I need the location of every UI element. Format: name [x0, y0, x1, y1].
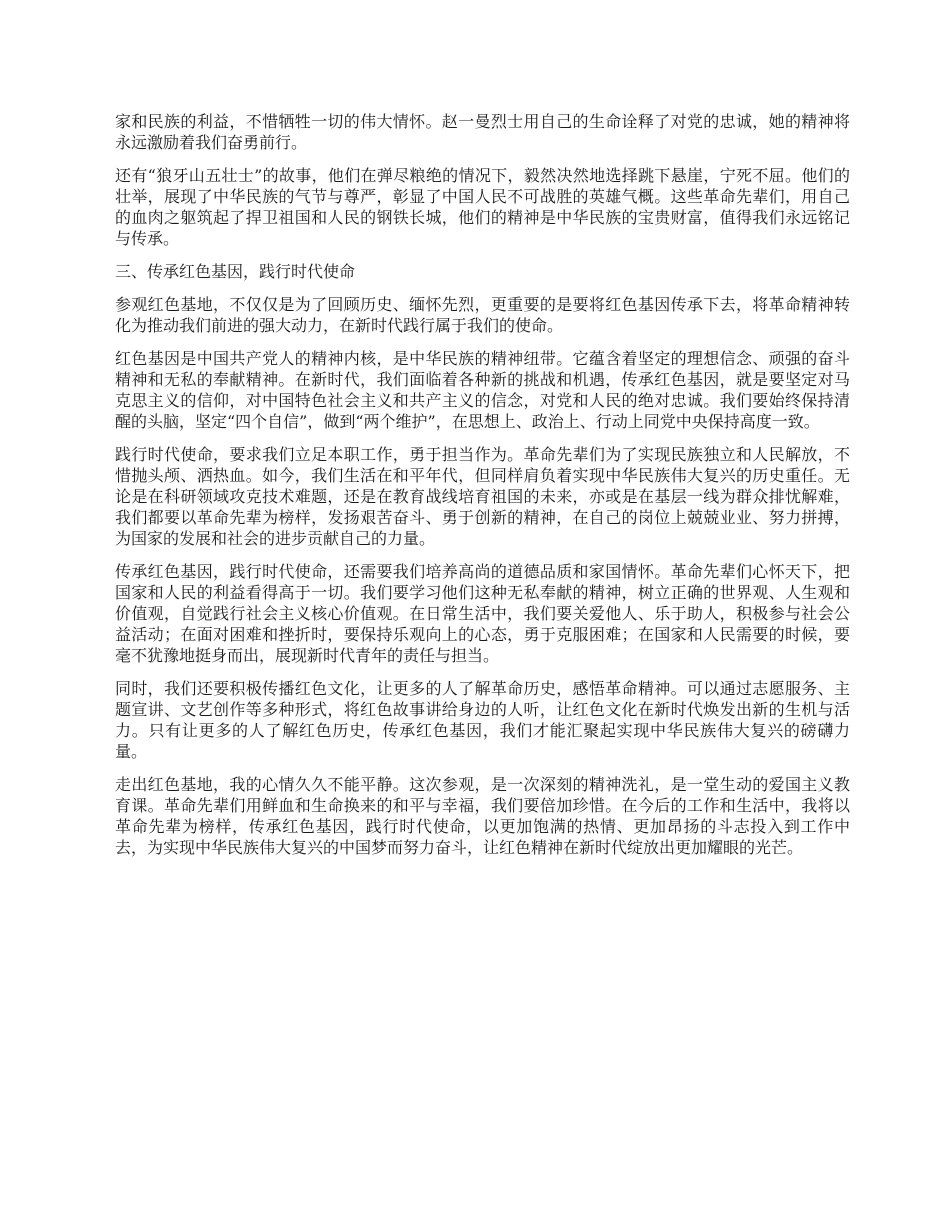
paragraph-7: 同时，我们还要积极传播红色文化，让更多的人了解革命历史，感悟革命精神。可以通过志愿服务、主题宣讲、文艺创作等多种形式，将红色故事讲给身边的人听，让红色文化在新时代焕发出新的生机与活力。只有让更多的人了解红色历史，传承红色基因，我们才能汇聚起实现中华民族伟大复兴的磅礴力量。	[115, 679, 850, 761]
paragraph-5: 践行时代使命，要求我们立足本职工作，勇于担当作为。革命先辈们为了实现民族独立和人民解放，不惜抛头颅、洒热血。如今，我们生活在和平年代，但同样肩负着实现中华民族伟大复兴的历史重任。无论是在科研领域攻克技术难题，还是在教育战线培育祖国的未来，亦或是在基层一线为群众排忧解难，我们都要以革命先辈为榜样，发扬艰苦奋斗、勇于创新的精神，在自己的岗位上兢兢业业、努力拼搏，为国家的发展和社会的进步贡献自己的力量。	[115, 445, 850, 548]
document-body	[115, 111, 850, 870]
paragraph-8: 走出红色基地，我的心情久久不能平静。这次参观，是一次深刻的精神洗礼，是一堂生动的爱国主义教育课。革命先辈们用鲜血和生命换来的和平与幸福，我们要倍加珍惜。在今后的工作和生活中，我将以革命先辈为榜样，传承红色基因，践行时代使命，以更加饱满的热情、更加昂扬的斗志投入到工作中去，为实现中华民族伟大复兴的中国梦而努力奋斗，让红色精神在新时代绽放出更加耀眼的光芒。	[115, 775, 850, 857]
paragraph-6: 传承红色基因，践行时代使命，还需要我们培养高尚的道德品质和家国情怀。革命先辈们心怀天下，把国家和人民的利益看得高于一切。我们要学习他们这种无私奉献的精神，树立正确的世界观、人生观和价值观，自觉践行社会主义核心价值观。在日常生活中，我们要关爱他人、乐于助人，积极参与社会公益活动；在面对困难和挫折时，要保持乐观向上的心态，勇于克服困难；在国家和人民需要的时候，要毫不犹豫地挺身而出，展现新时代青年的责任与担当。	[115, 562, 850, 665]
paragraph-3: 参观红色基地，不仅仅是为了回顾历史、缅怀先烈，更重要的是要将红色基因传承下去，将革命精神转化为推动我们前进的强大动力，在新时代践行属于我们的使命。	[115, 295, 850, 335]
paragraph-1: 家和民族的利益，不惜牺牲一切的伟大情怀。赵一曼烈士用自己的生命诠释了对党的忠诚，她的精神将永远激励着我们奋勇前行。	[115, 112, 850, 152]
paragraph-4: 红色基因是中国共产党人的精神内核，是中华民族的精神纽带。它蕴含着坚定的理想信念、顽强的奋斗精神和无私的奉献精神。在新时代，我们面临着各种新的挑战和机遇，传承红色基因，就是要坚定对马克思主义的信仰，对中国特色社会主义和共产主义的信念，对党和人民的绝对忠诚。我们要始终保持清醒的头脑，坚定“四个自信”，做到“两个维护”，在思想上、政治上、行动上同党中央保持高度一致。	[115, 349, 850, 431]
section-heading: 三、传承红色基因，践行时代使命	[115, 262, 356, 281]
paragraph-2: 还有“狼牙山五壮士”的故事，他们在弹尽粮绝的情况下，毅然决然地选择跳下悬崖，宁死不屈。他们的壮举，展现了中华民族的气节与尊严，彰显了中国人民不可战胜的英雄气概。这些革命先辈们，用自己的血肉之躯筑起了捍卫祖国和人民的钢铁长城，他们的精神是中华民族的宝贵财富，值得我们永远铭记与传承。	[115, 166, 850, 248]
